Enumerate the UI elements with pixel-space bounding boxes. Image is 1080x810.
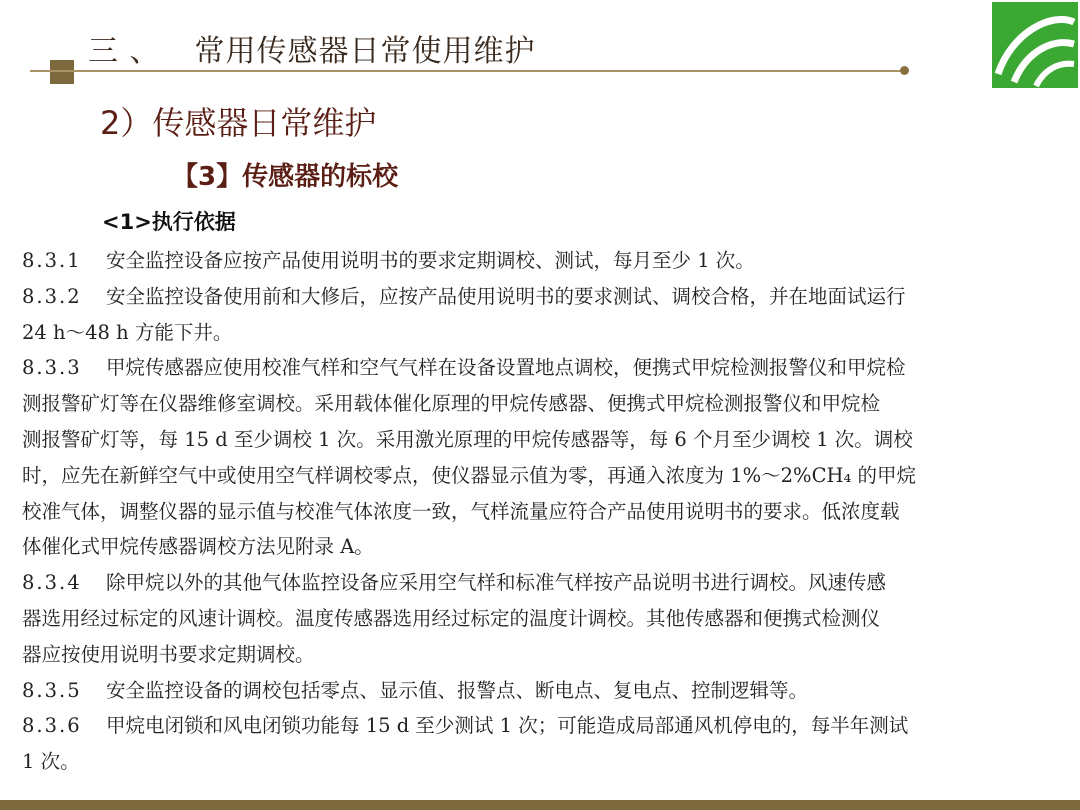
clause-text: 除甲烷以外的其他气体监控设备应采用空气样和标准气样按产品说明书进行调校。风速传感 [106, 571, 887, 595]
clause-8-3-5 [22, 673, 1072, 709]
clause-line [22, 744, 1072, 780]
clause-line [22, 708, 1072, 744]
clause-line [22, 673, 1072, 709]
clause-number: 8.3.4 [22, 571, 82, 595]
clause-line [22, 529, 1072, 565]
clause-8-3-6 [22, 708, 1072, 780]
clause-8-3-1 [22, 243, 1072, 279]
clause-line [22, 279, 1072, 315]
clause-text: 器应按使用说明书要求定期调校。 [22, 642, 315, 666]
clause-text: 甲烷传感器应使用校准气样和空气气样在设备设置地点调校，便携式甲烷检测报警仪和甲烷检 [106, 356, 906, 380]
clause-number: 8.3.5 [22, 678, 82, 702]
clause-line [22, 315, 1072, 351]
clause-text: 测报警矿灯等在仪器维修室调校。采用载体催化原理的甲烷传感器、便携式甲烷检测报警仪和甲烷检 [22, 392, 881, 416]
clause-text: 体催化式甲烷传感器调校方法见附录 A。 [22, 535, 374, 559]
header-divider-dot [900, 66, 909, 75]
clause-line [22, 637, 1072, 673]
clause-text: 1 次。 [22, 750, 80, 774]
clause-line [22, 494, 1072, 530]
clause-text: 测报警矿灯等，每 15 d 至少调校 1 次。采用激光原理的甲烷传感器等，每 6 个月至少调校 1 次。调校 [22, 427, 913, 451]
clause-number: 8.3.2 [22, 284, 82, 308]
company-logo-icon [992, 2, 1078, 88]
header-title-text: 常用传感器日常使用维护 [194, 34, 536, 69]
bottom-bar [0, 800, 1080, 810]
clause-text: 安全监控设备使用前和大修后，应按产品使用说明书的要求测试、调校合格，并在地面试运行 [106, 284, 906, 308]
clause-8-3-3 [22, 350, 1072, 565]
clause-line [22, 243, 1072, 279]
subsection-title: 【3】传感器的标校 [172, 162, 399, 192]
clause-number: 8.3.6 [22, 714, 82, 738]
clause-line [22, 386, 1072, 422]
clause-line [22, 350, 1072, 386]
clause-line [22, 458, 1072, 494]
header-title [88, 26, 536, 70]
clause-number: 8.3.3 [22, 356, 82, 380]
clause-line [22, 422, 1072, 458]
clause-text: 24 h～48 h 方能下井。 [22, 320, 233, 344]
clause-text: 时，应先在新鲜空气中或使用空气样调校零点，使仪器显示值为零，再通入浓度为 1%～2%CH₄ 的甲烷 [22, 463, 917, 487]
clause-number: 8.3.1 [22, 249, 82, 272]
clause-text: 器选用经过标定的风速计调校。温度传感器选用经过标定的温度计调校。其他传感器和便携式检测仪 [22, 606, 881, 630]
header-decor-square [50, 60, 74, 84]
clause-text: 甲烷电闭锁和风电闭锁功能每 15 d 至少测试 1 次；可能造成局部通风机停电的，每半年测试 [106, 714, 909, 738]
standard-clauses [22, 243, 1072, 780]
header-number: 三 、 [88, 34, 161, 69]
clause-8-3-4 [22, 565, 1072, 672]
clause-text: 校准气体，调整仪器的显示值与校准气体浓度一致，气样流量应符合产品使用说明书的要求。低浓度载 [22, 499, 900, 523]
section-title: 2）传感器日常维护 [100, 104, 377, 142]
clause-8-3-2 [22, 279, 1072, 351]
clause-line [22, 601, 1072, 637]
clause-text: 安全监控设备应按产品使用说明书的要求定期调校、测试，每月至少 1 次。 [106, 249, 755, 272]
subsubsection-title: <1>执行依据 [102, 210, 236, 234]
clause-text: 安全监控设备的调校包括零点、显示值、报警点、断电点、复电点、控制逻辑等。 [106, 678, 809, 702]
clause-line [22, 565, 1072, 601]
header-divider [30, 70, 906, 72]
